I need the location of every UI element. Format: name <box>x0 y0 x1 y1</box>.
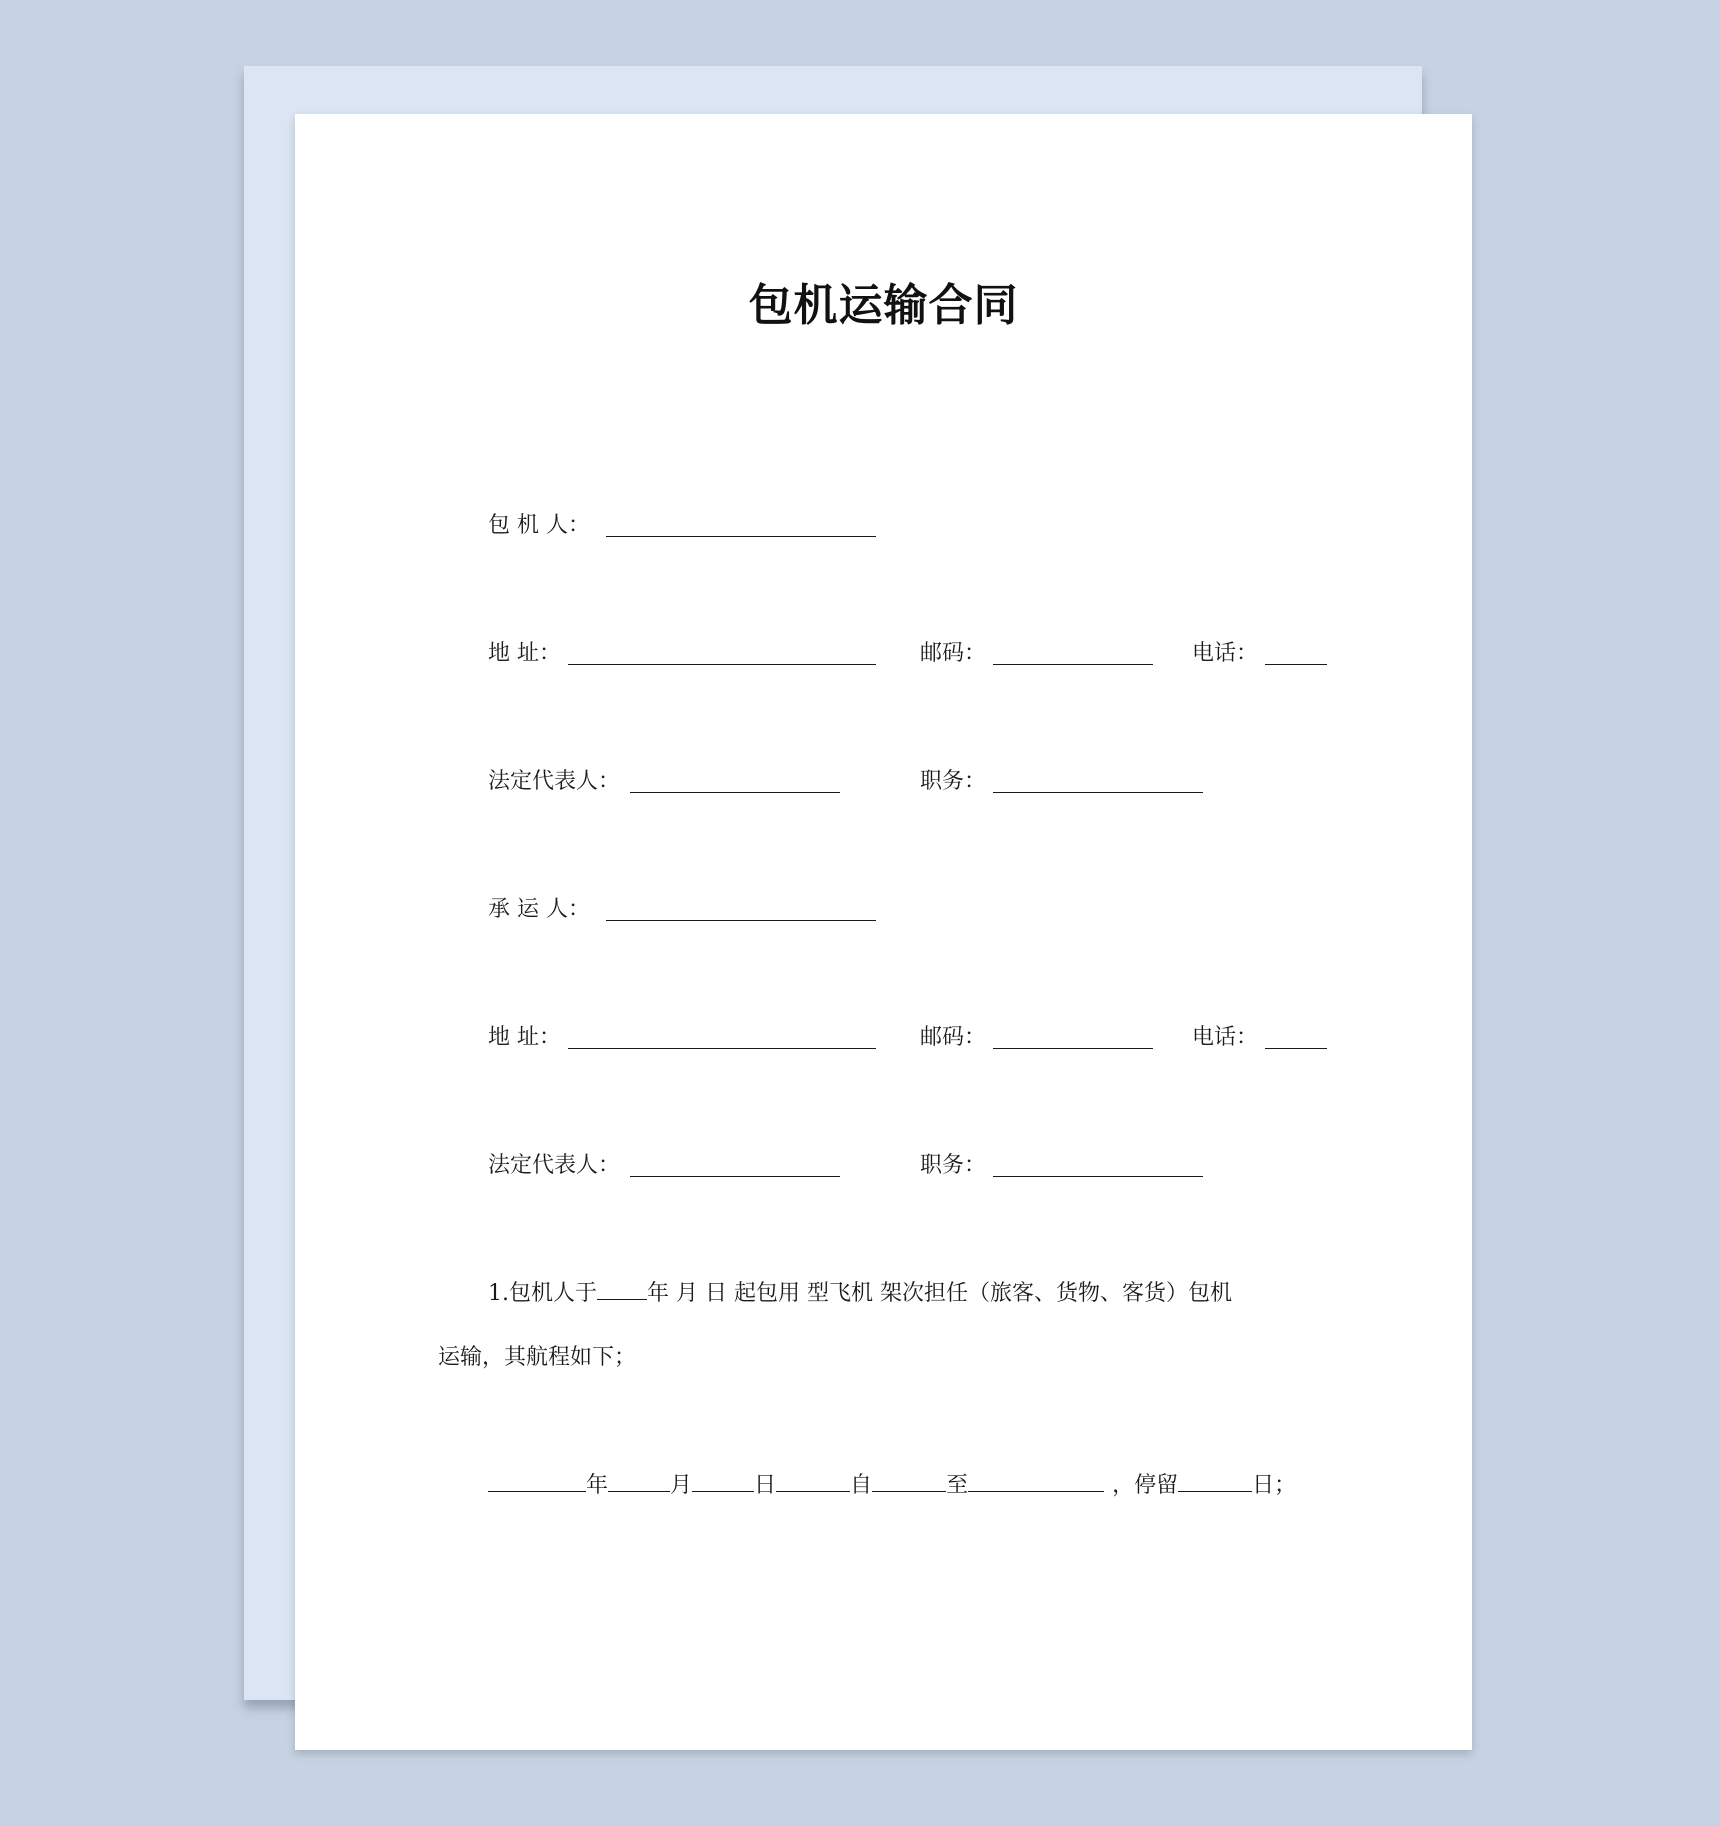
charterer-address-row <box>488 634 1348 674</box>
itinerary-from-field[interactable] <box>776 1467 850 1492</box>
carrier-postcode-label: 邮码： <box>920 1025 987 1050</box>
carrier-postcode-field[interactable] <box>993 1048 1153 1049</box>
carrier-legal-rep-row <box>488 1146 1288 1186</box>
carrier-position-field[interactable] <box>993 1176 1203 1177</box>
carrier-position-label: 职务： <box>920 1153 987 1178</box>
itinerary-destination-field[interactable] <box>968 1467 1104 1492</box>
charterer-phone-field[interactable] <box>1265 664 1327 665</box>
itinerary-month-label: 月 <box>670 1473 693 1498</box>
charterer-phone-label: 电话： <box>1192 641 1259 666</box>
charterer-legal-rep-field[interactable] <box>630 792 840 793</box>
document-title: 包机运输合同 <box>748 280 1019 331</box>
clause-1-text: 年 月 日 起包用 型飞机 架次担任（旅客、货物、客货）包机 <box>647 1281 1232 1306</box>
carrier-label: 承 运 人： <box>488 897 590 922</box>
carrier-address-row <box>488 1018 1348 1058</box>
itinerary-line <box>488 1466 1296 1506</box>
itinerary-day-label: 日 <box>754 1473 777 1498</box>
charterer-postcode-label: 邮码： <box>920 641 987 666</box>
charterer-legal-rep-label: 法定代表人： <box>488 769 621 794</box>
itinerary-to-field[interactable] <box>872 1467 946 1492</box>
carrier-address-label: 地 址： <box>488 1025 561 1050</box>
charterer-postcode-field[interactable] <box>993 664 1153 665</box>
clause-1-line-1 <box>488 1274 1232 1314</box>
document-page <box>295 114 1472 1750</box>
charterer-row <box>488 506 1288 546</box>
charterer-legal-rep-row <box>488 762 1288 802</box>
charterer-position-label: 职务： <box>920 769 987 794</box>
itinerary-stay-days-label: 日； <box>1252 1473 1297 1498</box>
clause-1-prefix: 1.包机人于 <box>488 1281 597 1306</box>
itinerary-year-field[interactable] <box>488 1467 586 1492</box>
itinerary-month-field[interactable] <box>608 1467 670 1492</box>
clause-1-year-field[interactable] <box>597 1275 647 1300</box>
carrier-phone-field[interactable] <box>1265 1048 1327 1049</box>
itinerary-from-label: 自 <box>850 1473 873 1498</box>
carrier-legal-rep-label: 法定代表人： <box>488 1153 621 1178</box>
charterer-label: 包 机 人： <box>488 513 590 538</box>
carrier-row <box>488 890 1288 930</box>
itinerary-stay-field[interactable] <box>1178 1467 1252 1492</box>
charterer-address-field[interactable] <box>568 664 876 665</box>
carrier-field[interactable] <box>606 920 876 921</box>
charterer-field[interactable] <box>606 536 876 537</box>
itinerary-stay-label: ，停留 <box>1112 1473 1179 1498</box>
clause-1-line-2: 运输，其航程如下； <box>438 1345 637 1370</box>
charterer-address-label: 地 址： <box>488 641 561 666</box>
carrier-address-field[interactable] <box>568 1048 876 1049</box>
itinerary-year-label: 年 <box>586 1473 609 1498</box>
carrier-phone-label: 电话： <box>1192 1025 1259 1050</box>
carrier-legal-rep-field[interactable] <box>630 1176 840 1177</box>
itinerary-to-label: 至 <box>946 1473 969 1498</box>
itinerary-day-field[interactable] <box>692 1467 754 1492</box>
charterer-position-field[interactable] <box>993 792 1203 793</box>
